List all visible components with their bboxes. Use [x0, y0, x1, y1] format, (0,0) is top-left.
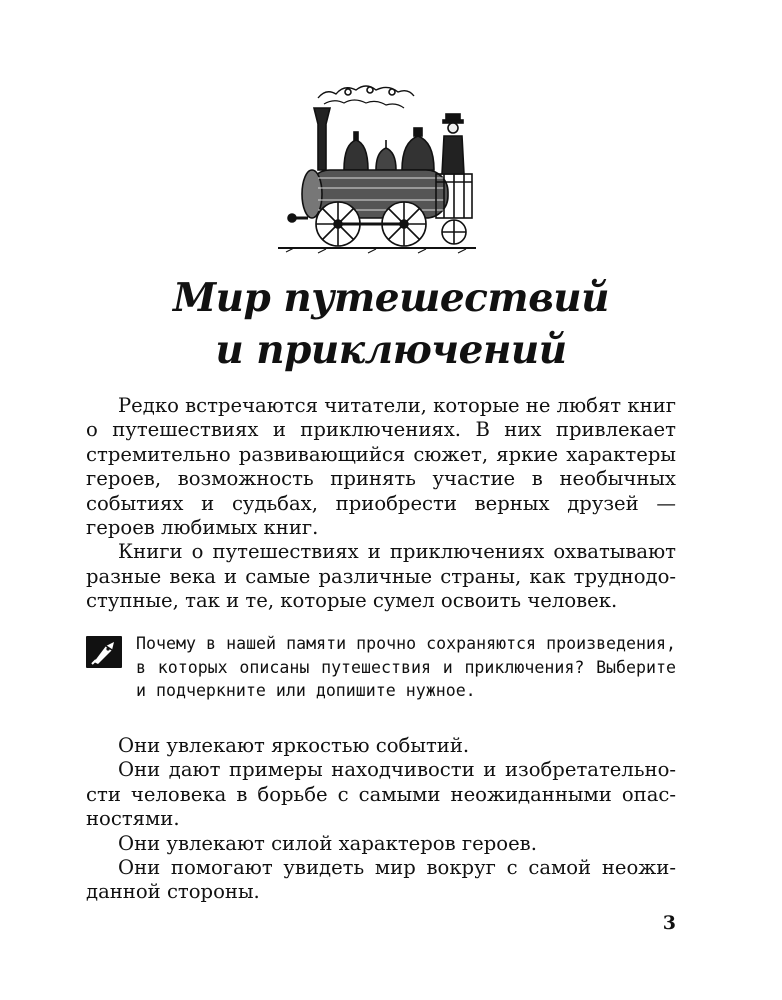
task-question: Почему в нашей памяти прочно сохраняются произведения, в которых описаны путешествия и приключения? Выберите и подчеркните или допишите нужное. [136, 634, 676, 700]
pen-nib-icon [86, 636, 122, 668]
answer-option[interactable]: Они увлекают яркостью событий. [118, 734, 470, 757]
steam-locomotive-illustration [278, 78, 476, 258]
intro-paragraph: Редко встречаются читатели, которые не любят книг о путешествиях и приключениях. В них привлекает стремительно развивающийся сюжет, яркие характеры героев, возможность принять участие в необычных событиях и судьбах, приобрести верных друзей — героев любимых книг. [86, 394, 677, 540]
title-line-2: и приключений [215, 327, 567, 373]
intro-text [86, 394, 676, 614]
answer-option[interactable]: Они помогают увидеть мир вокруг с самой неожиданной стороны. [86, 856, 676, 904]
answer-options [86, 734, 676, 905]
title-line-1: Мир путешествий [172, 275, 610, 321]
task-block [86, 632, 676, 732]
intro-paragraph: Книги о путешествиях и приключениях охватывают разные века и самые различные страны, как труднодоступные, так и те, которые сумел освоить человек. [86, 540, 676, 613]
answer-option[interactable]: Они увлекают силой характеров героев. [118, 831, 537, 855]
answer-option[interactable]: Они дают примеры находчивости и изобретательности человека в борьбе с самыми неожиданными опасностями. [86, 758, 676, 831]
page-title [0, 272, 782, 376]
page-number: 3 [662, 912, 676, 934]
